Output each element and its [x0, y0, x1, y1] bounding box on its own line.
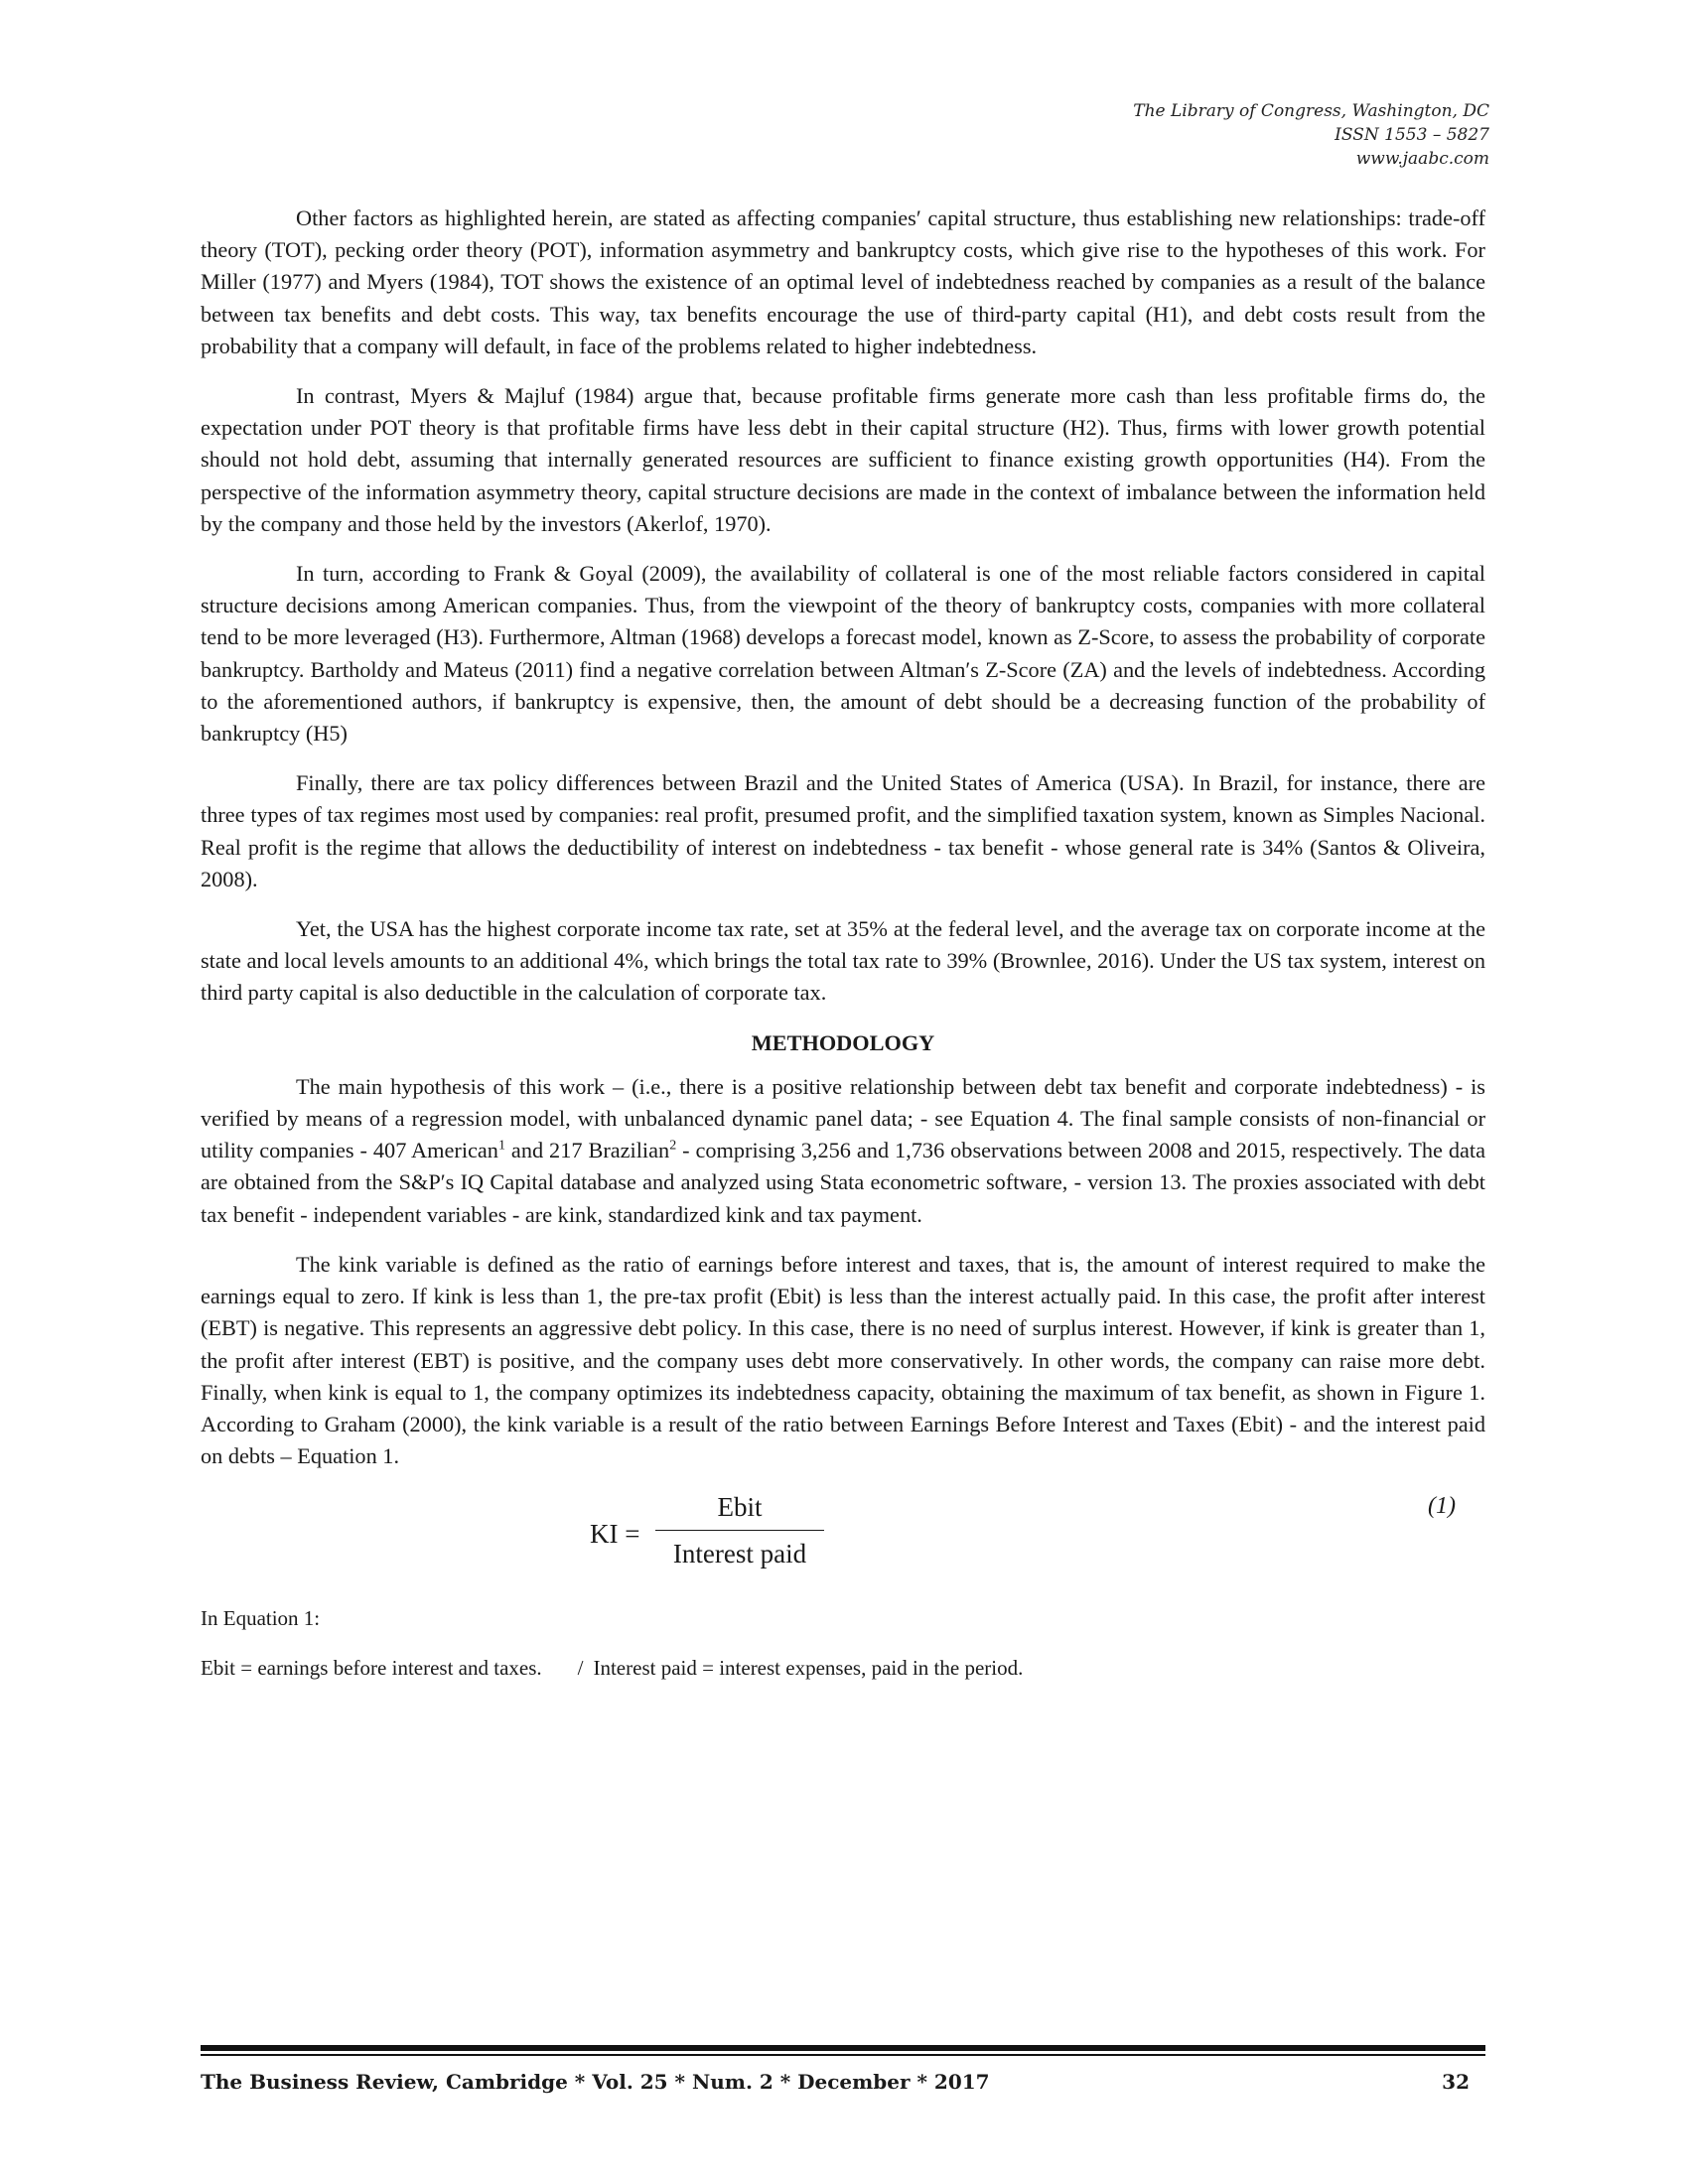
- footer-rule-thick: [201, 2045, 1485, 2051]
- paragraph-6-part-a: The main hypothesis of this work – (i.e., there is a positive relationship between debt tax benefit and corporate indebtedness) - is verified by means of a regression model, with unbalanced dynamic panel data; - see Equation 4. The final sample consists of non-financial or utility companies - 407 American: [201, 1073, 1485, 1163]
- paragraph-1: Other factors as highlighted herein, are stated as affecting companies′ capital structure, thus establishing new relationships: trade-off theory (TOT), pecking order theory (POT), information asymmetry and bankruptcy costs, which give rise to the hypotheses of this work. For Miller (1977) and Myers (1984), TOT shows the existence of an optimal level of indebtedness reached by companies as a result of the balance between tax benefits and debt costs. This way, tax benefits encourage the use of third-party capital (H1), and debt costs result from the probability that a company will default, in face of the problems related to higher indebtedness.: [201, 205, 1485, 358]
- equation-intro: In Equation 1:: [201, 1606, 321, 1631]
- page-number: 32: [1442, 2070, 1470, 2094]
- definition-separator: /: [577, 1656, 584, 1681]
- equation-denominator: Interest paid: [672, 1539, 807, 1570]
- paragraph-7: The kink variable is defined as the ratio of earnings before interest and taxes, that is, the amount of interest required to make the earnings equal to zero. If kink is less than 1, the pre-tax profit (Ebit) is less than the interest actually paid. In this case, the profit after interest (EBT) is negative. This represents an aggressive debt policy. In this case, there is no need of surplus interest. However, if kink is greater than 1, the profit after interest (EBT) is positive, and the company uses debt more conservatively. In other words, the company can raise more debt. Finally, when kink is equal to 1, the company optimizes its indebtedness capacity, obtaining the maximum of tax benefit, as shown in Figure 1. According to Graham (2000), the kink variable is a result of the ratio between Earnings Before Interest and Taxes (Ebit) - and the interest paid on debts – Equation 1.: [201, 1251, 1485, 1469]
- header-issn: ISSN 1553 – 5827: [1335, 125, 1489, 145]
- header-website: www.jaabc.com: [1355, 149, 1489, 169]
- header-library: The Library of Congress, Washington, DC: [1133, 101, 1489, 121]
- paragraph-6-part-c: - comprising 3,256 and 1,736 observations between 2008 and 2015, respectively. The data are obtained from the S&P′s IQ Capital database and analyzed using Stata econometric software, - version 13. The proxies associated with debt tax benefit - independent variables - are kink, standardized kink and tax payment.: [201, 1138, 1485, 1227]
- footnote-marker-1[interactable]: 1: [497, 1138, 505, 1154]
- paragraph-3: In turn, according to Frank & Goyal (2009), the availability of collateral is one of the most reliable factors considered in capital structure decisions among American companies. Thus, from the viewpoint of the theory of bankruptcy costs, companies with more collateral tend to be more leveraged (H3). Furthermore, Altman (1968) develops a forecast model, known as Z-Score, to assess the probability of corporate bankruptcy. Bartholdy and Mateus (2011) find a negative correlation between Altman′s Z-Score (ZA) and the levels of indebtedness. According to the aforementioned authors, if bankruptcy is expensive, then, the amount of debt should be a decreasing function of the probability of bankruptcy (H5): [201, 561, 1485, 747]
- paragraph-6: [201, 1071, 1485, 1231]
- definition-ebit: Ebit = earnings before interest and taxes.: [201, 1656, 542, 1681]
- paragraph-4: Finally, there are tax policy differences between Brazil and the United States of America (USA). In Brazil, for instance, there are three types of tax regimes most used by companies: real profit, presumed profit, and the simplified taxation system, known as Simples Nacional. Real profit is the regime that allows the deductibility of interest on indebtedness - tax benefit - whose general rate is 34% (Santos & Oliveira, 2008).: [201, 770, 1485, 891]
- paragraph-5: Yet, the USA has the highest corporate income tax rate, set at 35% at the federal level, and the average tax on corporate income at the state and local levels amounts to an additional 4%, which brings the total tax rate to 39% (Brownlee, 2016). Under the US tax system, interest on third party capital is also deductible in the calculation of corporate tax.: [201, 916, 1485, 1006]
- paragraph-2: In contrast, Myers & Majluf (1984) argue that, because profitable firms generate more cash than less profitable firms do, the expectation under POT theory is that profitable firms have less debt in their capital structure (H2). Thus, firms with lower growth potential should not hold debt, assuming that internally generated resources are sufficient to finance existing growth opportunities (H4). From the perspective of the information asymmetry theory, capital structure decisions are made in the context of imbalance between the information held by the company and those held by the investors (Akerlof, 1970).: [201, 383, 1485, 536]
- running-header: [894, 99, 1489, 171]
- equation-number: (1): [1428, 1493, 1456, 1520]
- body-text: [201, 203, 1485, 1703]
- equation-numerator: Ebit: [717, 1492, 763, 1523]
- footnote-marker-2[interactable]: 2: [669, 1138, 677, 1154]
- equation-fraction: [655, 1490, 824, 1570]
- paragraph-6-part-b: and 217 Brazilian: [504, 1138, 670, 1163]
- definition-interest-paid: Interest paid = interest expenses, paid in the period.: [593, 1656, 1024, 1681]
- fraction-bar: [655, 1530, 824, 1531]
- footer-journal: The Business Review, Cambridge * Vol. 25 * Num. 2 * December * 2017: [201, 2070, 990, 2094]
- equation-1: [201, 1490, 1485, 1585]
- section-heading-methodology: METHODOLOGY: [751, 1029, 935, 1055]
- footer-rule-thin: [201, 2054, 1485, 2056]
- equation-lhs: KI =: [590, 1519, 640, 1550]
- equation-definitions: [201, 1653, 1485, 1683]
